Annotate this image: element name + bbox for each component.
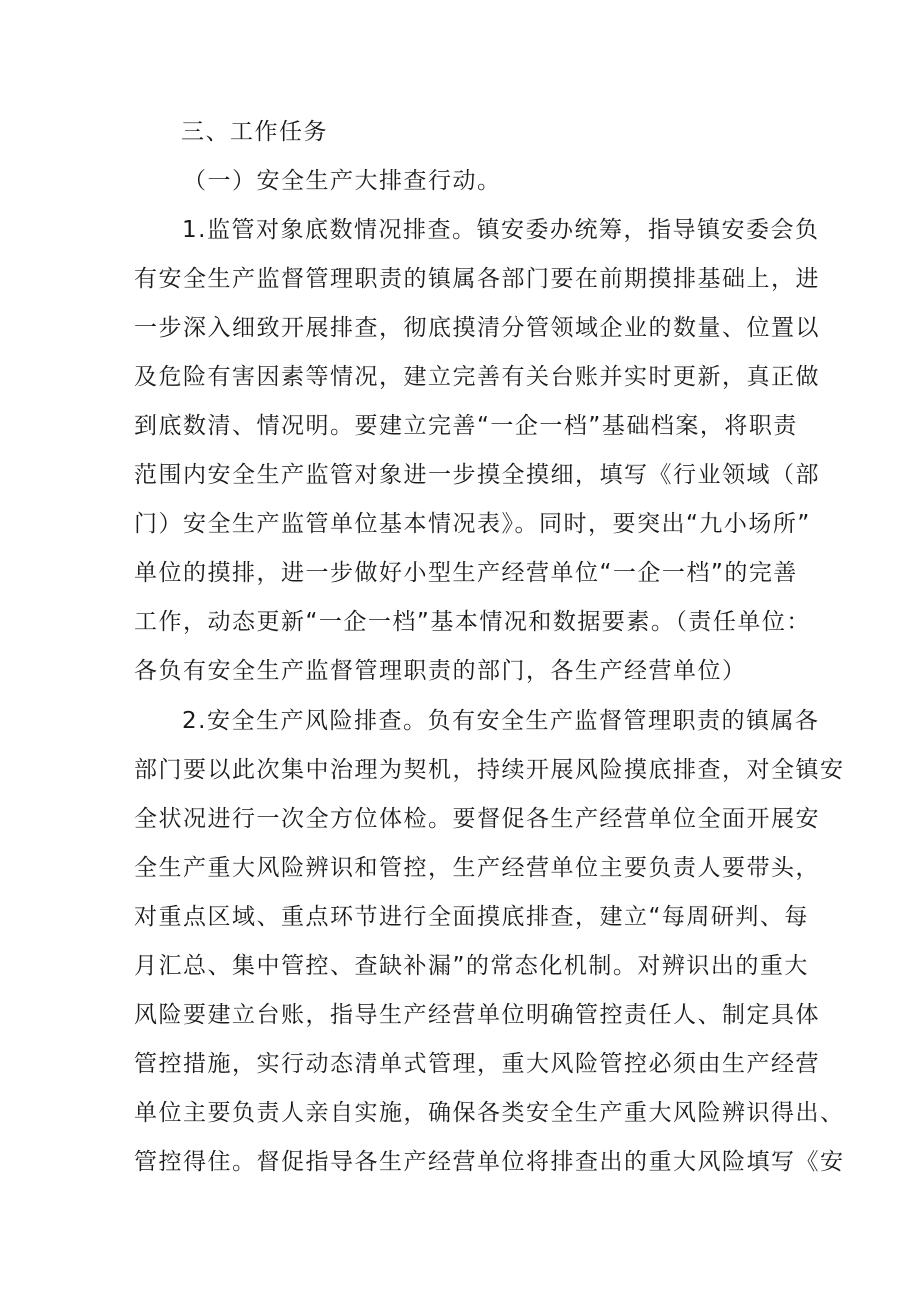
paragraph-line: 有安全生产监督管理职责的镇属各部门要在前期摸排基础上，进 <box>134 266 820 292</box>
paragraph-line: 各负有安全生产监督管理职责的部门，各生产经营单位） <box>134 658 747 684</box>
paragraph-line: 风险要建立台账，指导生产经营单位明确管控责任人、制定具体 <box>134 1002 820 1028</box>
subsection-heading: （一）安全生产大排查行动。 <box>183 168 502 194</box>
paragraph-line: 单位主要负责人亲自实施，确保各类安全生产重大风险辨识得出、 <box>134 1100 845 1126</box>
paragraph-line: 一步深入细致开展排查，彻底摸清分管领域企业的数量、位置以 <box>134 315 820 341</box>
paragraph-line: 2.安全生产风险排查。负有安全生产监督管理职责的镇属各 <box>182 708 820 734</box>
paragraph-line: 管控得住。督促指导各生产经营单位将排查出的重大风险填写《安 <box>134 1149 845 1175</box>
section-heading: 三、工作任务 <box>181 119 328 145</box>
paragraph-line: 对重点区域、重点环节进行全面摸底排查，建立“每周研判、每 <box>134 904 809 930</box>
paragraph-line: 全生产重大风险辨识和管控，生产经营单位主要负责人要带头， <box>134 855 820 881</box>
paragraph-line: 管控措施，实行动态清单式管理，重大风险管控必须由生产经营 <box>134 1051 820 1077</box>
paragraph-line: 单位的摸排，进一步做好小型生产经营单位“一企一档”的完善 <box>134 560 798 586</box>
paragraph-line: 全状况进行一次全方位体检。要督促各生产经营单位全面开展安 <box>134 806 820 832</box>
paragraph-line: 门）安全生产监管单位基本情况表》。同时，要突出“九小场所” <box>134 511 811 537</box>
paragraph-line: 到底数清、情况明。要建立完善“一企一档”基础档案，将职责 <box>134 413 798 439</box>
paragraph-line: 及危险有害因素等情况，建立完善有关台账并实时更新，真正做 <box>134 364 820 390</box>
paragraph-line: 月汇总、集中管控、查缺补漏”的常态化机制。对辨识出的重大 <box>134 953 809 979</box>
paragraph-line: 范围内安全生产监管对象进一步摸全摸细，填写《行业领域（部 <box>134 462 820 488</box>
paragraph-line: 工作，动态更新“一企一档”基本情况和数据要素。（责任单位： <box>134 609 811 635</box>
paragraph-line: 1.监管对象底数情况排查。镇安委办统筹，指导镇安委会负 <box>182 217 820 243</box>
paragraph-line: 部门要以此次集中治理为契机，持续开展风险摸底排查，对全镇安 <box>134 757 845 783</box>
